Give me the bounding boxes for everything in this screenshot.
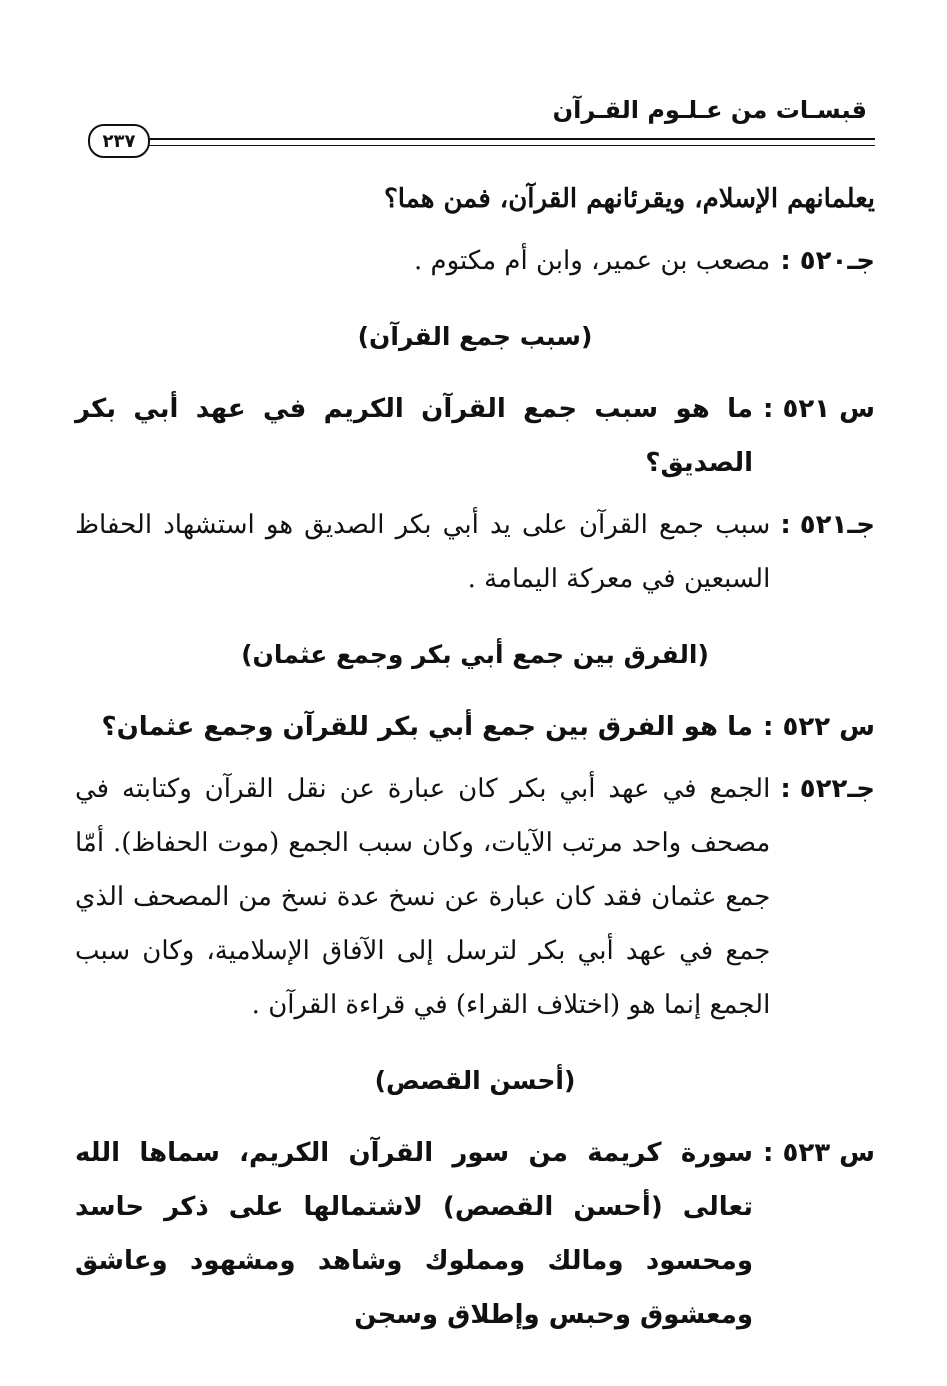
header-rule <box>148 138 875 146</box>
question-521 <box>75 382 875 490</box>
answer-label: جـ٥٢٠ : <box>780 246 875 276</box>
question-label: س ٥٢١ : <box>763 394 875 424</box>
question-text: سورة كريمة من سور القرآن الكريم، سماها الله تعالى (أحسن القصص) لاشتمالها على ذكر حاسد ومحسود ومالك ومملوك وشاهد ومشهود وعاشق ومعشوق وحبس وإطلاق وسجن <box>75 1138 753 1330</box>
question-continuation: يعلمانهم الإسلام، ويقرئانهم القرآن، فمن هما؟ <box>383 184 875 214</box>
answer-522 <box>75 762 875 1032</box>
section-heading: (أحسن القصص) <box>374 1066 576 1095</box>
answer-text: سبب جمع القرآن على يد أبي بكر الصديق هو استشهاد الحفاظ السبعين في معركة اليمامة . <box>75 510 771 594</box>
answer-label: جـ٥٢٢ : <box>780 774 875 804</box>
answer-text: الجمع في عهد أبي بكر كان عبارة عن نقل القرآن وكتابته في مصحف واحد مرتب الآيات، وكان سبب الجمع (موت الحفاظ). أمّا جمع عثمان فقد كان عبارة عن نسخ عدة نسخ من المصحف الذي جمع في عهد أبي بكر لترسل إلى الآفاق الإسلامية، وكان سبب الجمع إنما هو (اختلاف القراء) في قراءة القرآن . <box>75 774 771 1020</box>
answer-label: جـ٥٢١ : <box>780 510 875 540</box>
question-text: ما هو الفرق بين جمع أبي بكر للقرآن وجمع عثمان؟ <box>101 712 753 742</box>
section-heading: (سبب جمع القرآن) <box>357 322 593 351</box>
section-heading: (الفرق بين جمع أبي بكر وجمع عثمان) <box>241 640 709 669</box>
answer-text: مصعب بن عمير، وابن أم مكتوم . <box>413 246 771 276</box>
page-number: ٢٣٧ <box>88 124 150 158</box>
question-label: س ٥٢٢ : <box>763 712 875 742</box>
question-523 <box>75 1126 875 1342</box>
question-522 <box>75 700 875 754</box>
question-label: س ٥٢٣ : <box>763 1138 875 1168</box>
running-header-title: قبسـات من عـلـوم القـرآن <box>552 96 867 124</box>
answer-520 <box>75 234 875 288</box>
answer-521 <box>75 498 875 606</box>
page-content <box>75 172 875 1350</box>
question-text: ما هو سبب جمع القرآن الكريم في عهد أبي بكر الصديق؟ <box>75 394 753 478</box>
